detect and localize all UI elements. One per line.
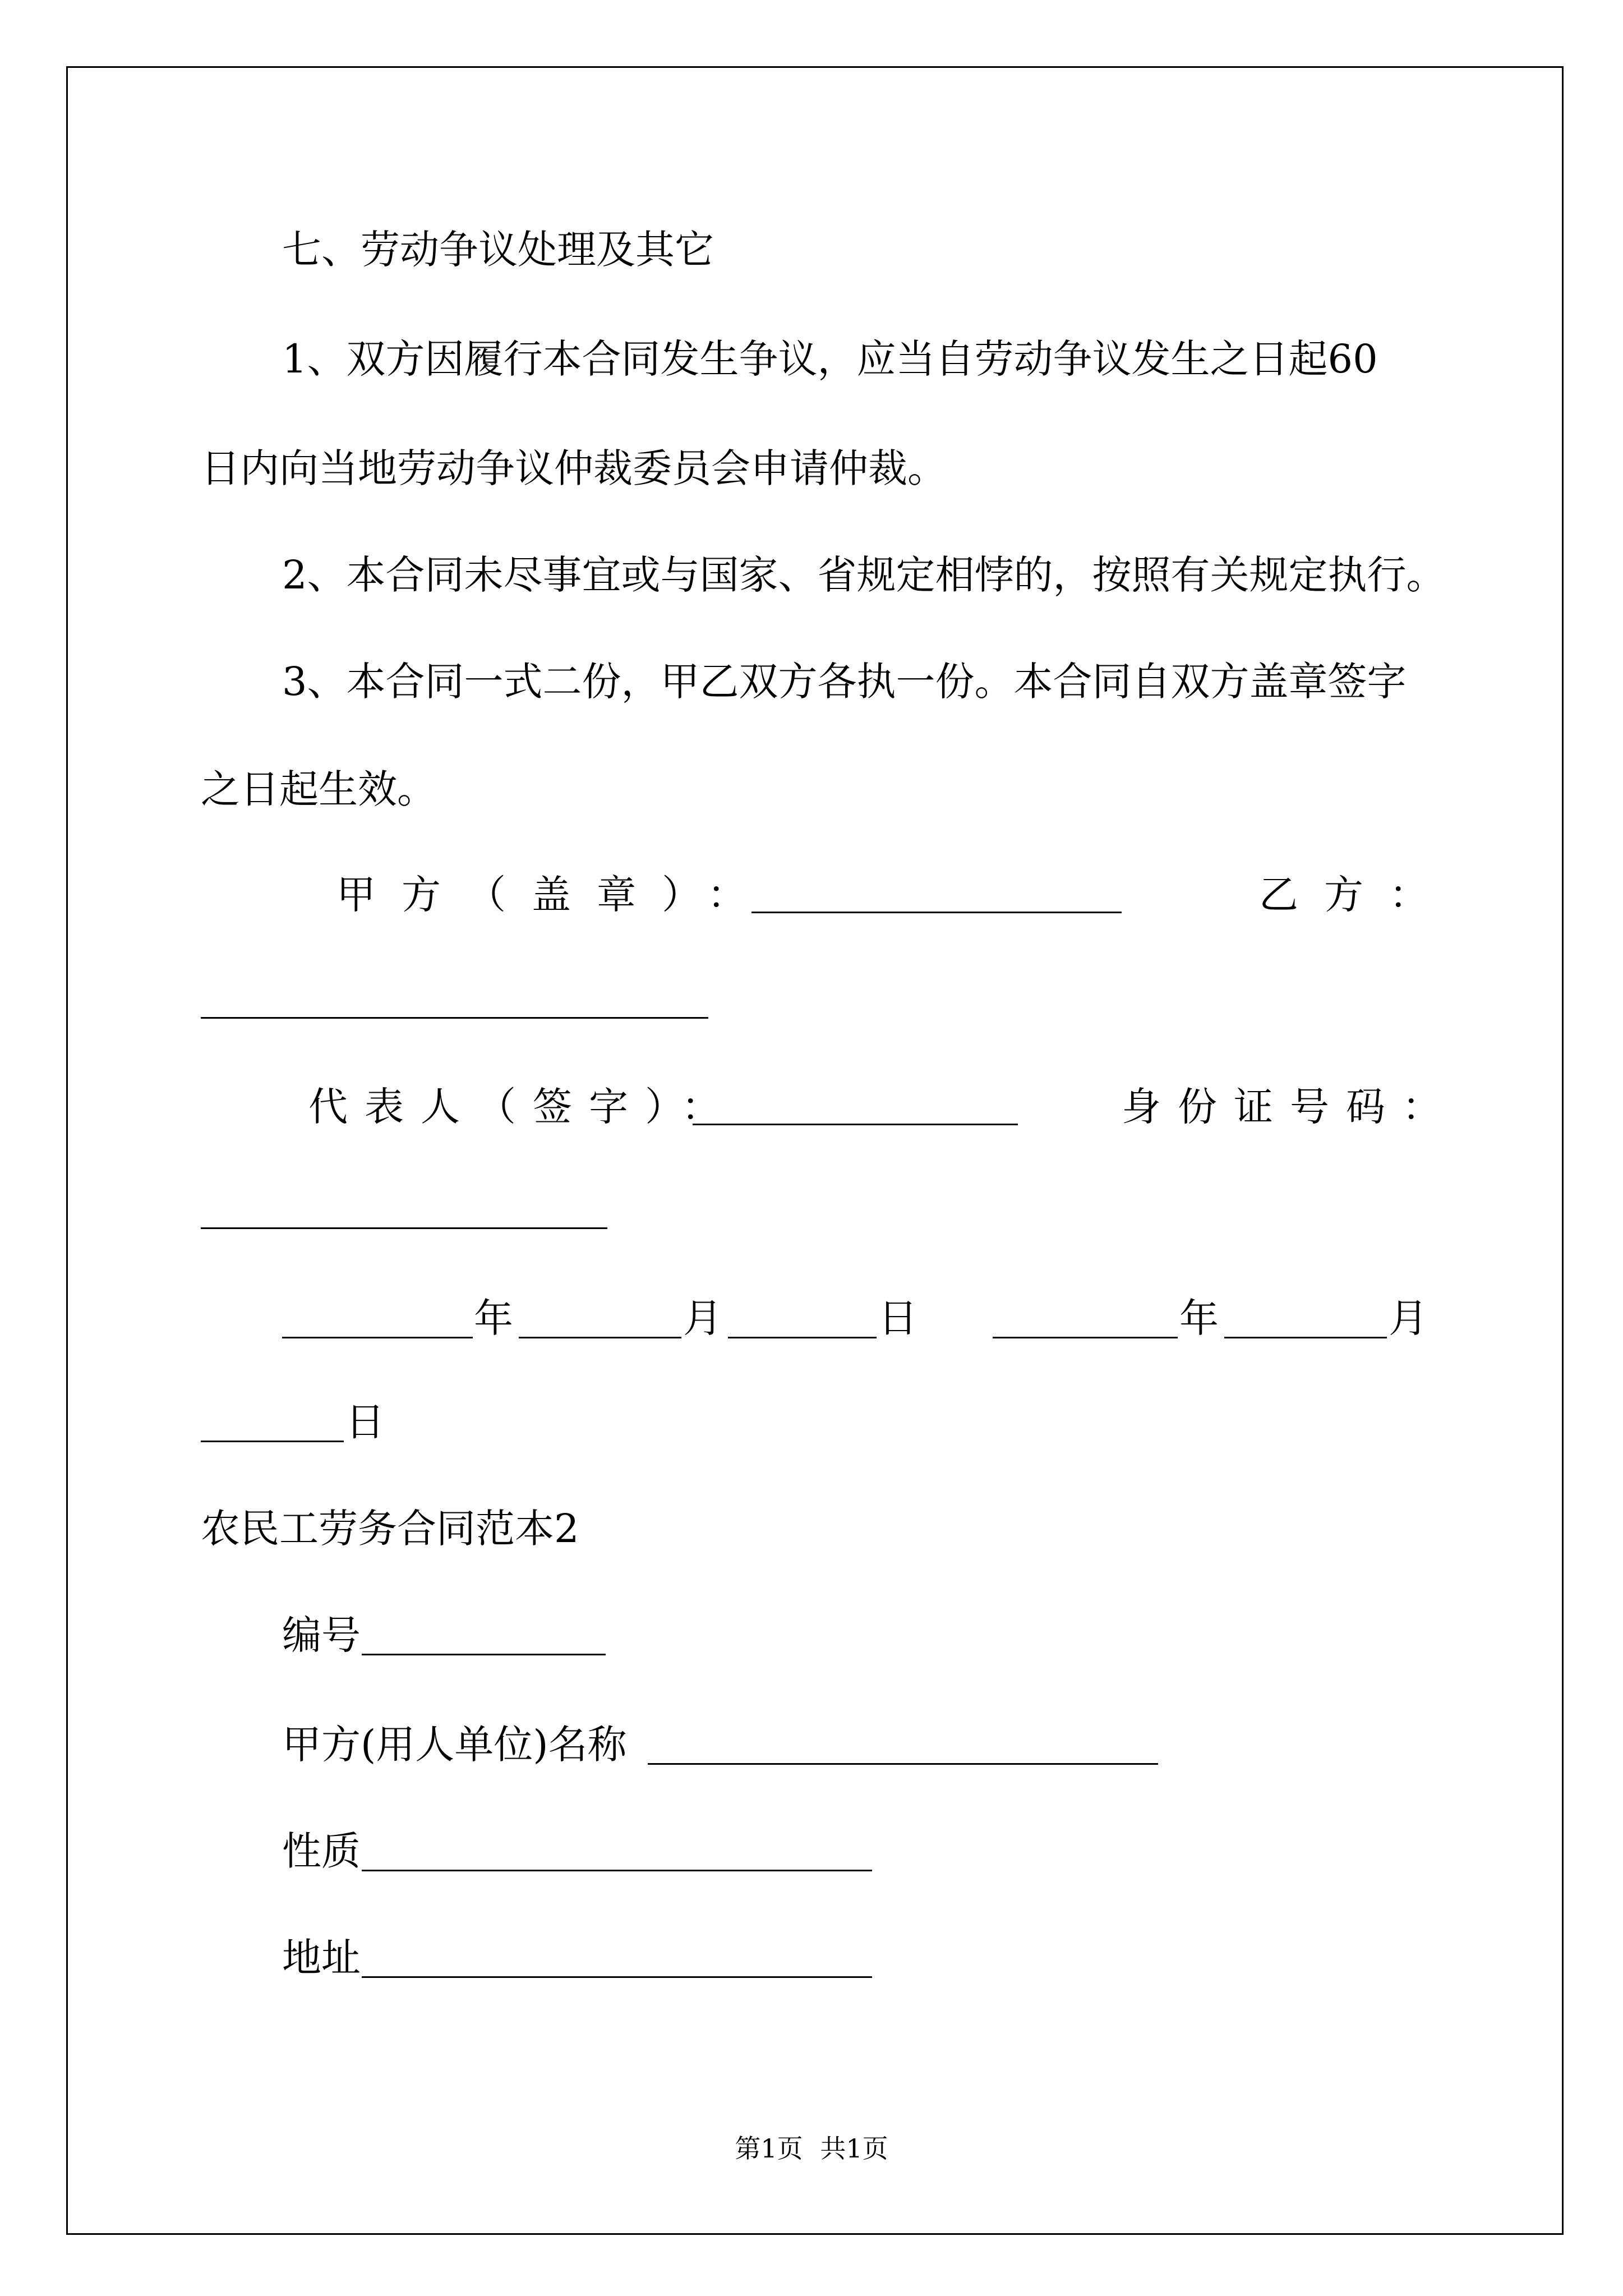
id-number-line[interactable]: [201, 1227, 607, 1229]
clause-2: 2、本合同未尽事宜或与国家、省规定相悖的，按照有关规定执行。: [282, 552, 1446, 598]
party-b-day-blank[interactable]: [201, 1441, 344, 1442]
employer-name-line[interactable]: [648, 1763, 1158, 1765]
party-a-year-blank[interactable]: [282, 1337, 473, 1338]
clause-1-line-2: 日内向当地劳动争议仲裁委员会申请仲裁。: [201, 445, 947, 491]
clause-3-line-1: 3、本合同一式二份，甲乙双方各执一份。本合同自双方盖章签字: [282, 659, 1407, 705]
clause-1-line-1: 1、双方因履行本合同发生争议，应当自劳动争议发生之日起60: [282, 336, 1378, 382]
representative-signature-line[interactable]: [693, 1124, 1018, 1125]
id-number-label: 身份证号码：: [1122, 1084, 1458, 1130]
clause-3-line-2: 之日起生效。: [201, 766, 436, 812]
party-a-month-label: 月: [683, 1295, 722, 1341]
representative-label: 代表人（签字）：: [308, 1084, 737, 1130]
party-b-label: 乙方：: [1259, 872, 1454, 918]
party-b-signature-line[interactable]: [201, 1017, 708, 1019]
party-a-day-label: 日: [878, 1295, 917, 1341]
employer-name-label: 甲方(用人单位)名称: [282, 1722, 627, 1768]
party-a-day-blank[interactable]: [728, 1337, 877, 1338]
address-line[interactable]: [362, 1976, 872, 1978]
party-b-day-label: 日: [345, 1399, 385, 1445]
party-a-year-label: 年: [474, 1295, 513, 1341]
page-total: 共1页: [820, 2133, 888, 2164]
page-number: 第1页: [735, 2133, 803, 2164]
party-b-month-label: 月: [1389, 1295, 1428, 1341]
contract-number-label: 编号: [282, 1612, 361, 1658]
contract-number-line[interactable]: [362, 1654, 606, 1655]
party-a-signature-line[interactable]: [751, 912, 1122, 913]
page-border: [66, 66, 1564, 2235]
party-a-month-blank[interactable]: [519, 1337, 681, 1338]
party-a-label: 甲方（盖章）：: [336, 872, 772, 918]
page-footer: [0, 2128, 1623, 2165]
nature-label: 性质: [282, 1828, 361, 1874]
nature-line[interactable]: [362, 1870, 872, 1871]
section-heading: 七、劳动争议处理及其它: [282, 227, 714, 273]
party-b-year-label: 年: [1179, 1295, 1219, 1341]
address-label: 地址: [282, 1935, 361, 1981]
party-b-year-blank[interactable]: [993, 1337, 1178, 1338]
contract-2-title: 农民工劳务合同范本2: [201, 1506, 579, 1552]
party-b-month-blank[interactable]: [1224, 1337, 1387, 1338]
